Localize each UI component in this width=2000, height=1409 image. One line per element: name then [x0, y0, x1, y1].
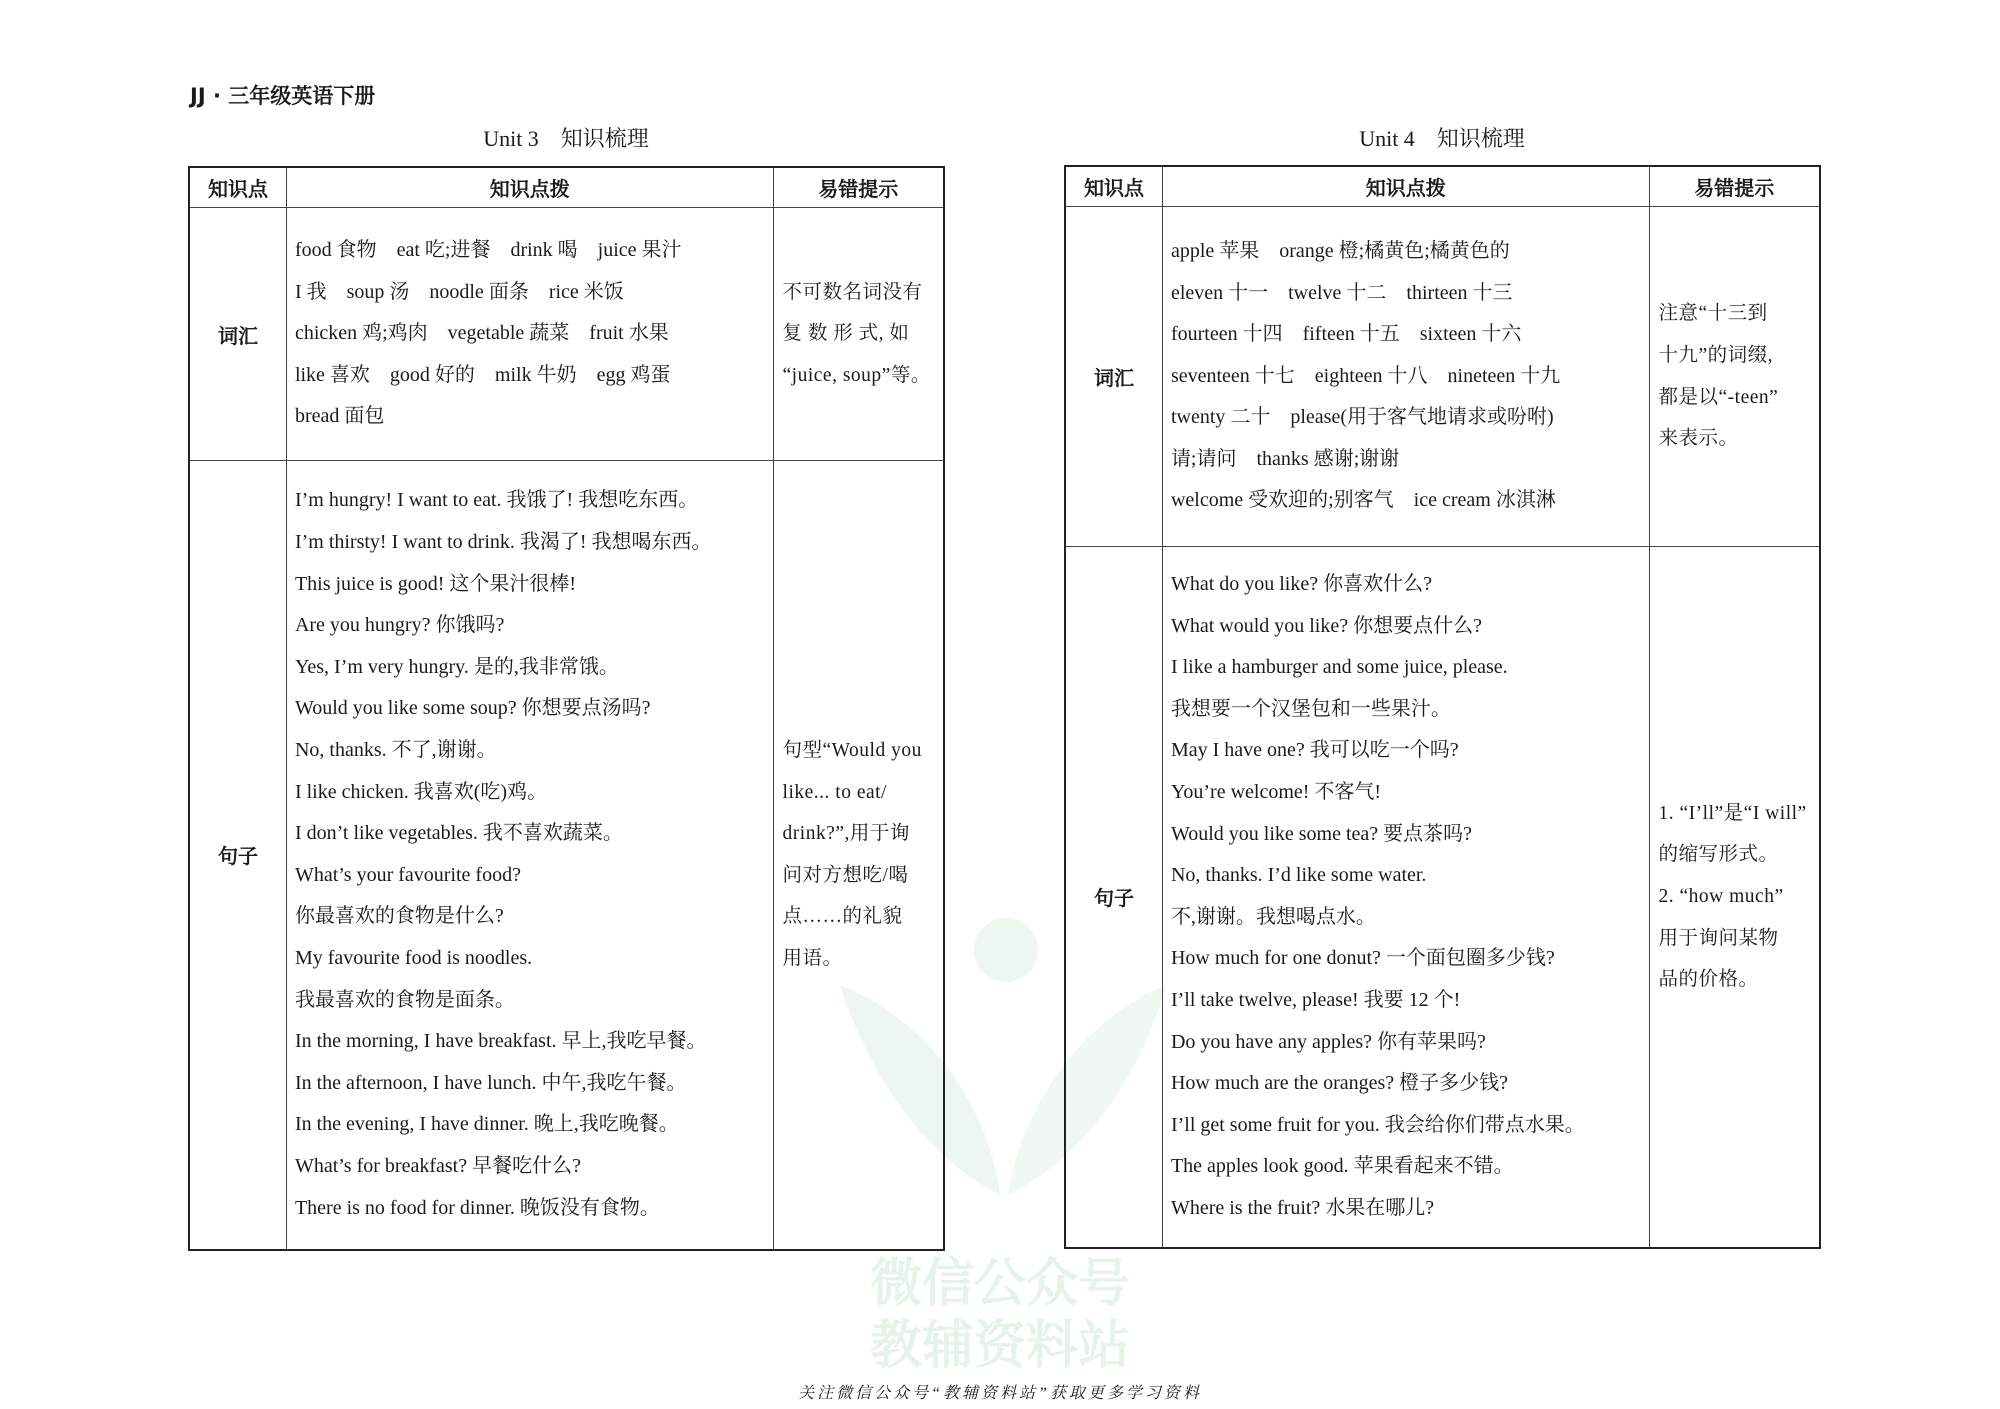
- knowledge-content: [1162, 547, 1649, 1248]
- content-line: My favourite food is noodles.: [294, 946, 533, 969]
- content-line: 你最喜欢的食物是什么?: [294, 905, 504, 928]
- content-line: Would you like some soup? 你想要点汤吗?: [294, 697, 651, 720]
- column-header: 易错提示: [773, 167, 944, 208]
- logo-circle: [974, 918, 1038, 982]
- tip-line: 问对方想吃/喝: [782, 864, 909, 886]
- content-line: 我最喜欢的食物是面条。: [294, 988, 515, 1011]
- tip-line: 的缩写形式。: [1658, 844, 1779, 866]
- book-title: JJ · 三年级英语下册: [190, 84, 376, 108]
- tip-line: 复 数 形 式, 如: [782, 323, 910, 345]
- error-tip: [1649, 207, 1820, 547]
- content-line: No, thanks. 不了,谢谢。: [294, 738, 497, 761]
- content-line: I like a hamburger and some juice, please.: [1170, 656, 1508, 679]
- content-line: I’ll get some fruit for you. 我会给你们带点水果。: [1170, 1113, 1585, 1136]
- content-line: like 喜欢 good 好的 milk 牛奶 egg 鸡蛋: [294, 363, 671, 386]
- content-line: I’ll take twelve, please! 我要 12 个!: [1170, 988, 1461, 1011]
- content-line: bread 面包: [294, 405, 385, 428]
- column-header: 知识点拨: [286, 167, 773, 208]
- row-label: 词汇: [189, 208, 286, 461]
- content-line: seventeen 十七 eighteen 十八 nineteen 十九: [1170, 364, 1561, 387]
- unit3-table: [188, 166, 945, 1251]
- footer-note: 关注微信公众号“教辅资料站”获取更多学习资料: [798, 1385, 1202, 1402]
- watermark-line2: 教辅资料站: [869, 1316, 1130, 1376]
- header-row: [1065, 166, 1820, 207]
- content-line: May I have one? 我可以吃一个吗?: [1170, 739, 1459, 762]
- content-line: You’re welcome! 不客气!: [1170, 780, 1382, 803]
- content-line: This juice is good! 这个果汁很棒!: [294, 572, 577, 595]
- sentences-row: [189, 461, 944, 1250]
- content-line: I’m thirsty! I want to drink. 我渴了! 我想喝东西。: [294, 531, 712, 553]
- tip-line: 十九”的词缀,: [1658, 344, 1774, 366]
- content-line: Are you hungry? 你饿吗?: [294, 614, 505, 637]
- column-header: 知识点: [189, 167, 286, 208]
- content-line: How much for one donut? 一个面包圈多少钱?: [1170, 947, 1555, 970]
- tip-line: 品的价格。: [1658, 969, 1759, 991]
- tip-line: 不可数名词没有: [782, 281, 923, 303]
- content-line: I’m hungry! I want to eat. 我饿了! 我想吃东西。: [294, 489, 699, 512]
- error-tip: [773, 461, 944, 1250]
- content-line: I don’t like vegetables. 我不喜欢蔬菜。: [294, 822, 623, 845]
- content-line: Would you like some tea? 要点茶吗?: [1170, 822, 1473, 845]
- content-line: I like chicken. 我喜欢(吃)鸡。: [294, 780, 548, 803]
- tip-line: 注意“十三到: [1658, 303, 1768, 325]
- content-line: No, thanks. I’d like some water.: [1170, 864, 1427, 887]
- content-line: eleven 十一 twelve 十二 thirteen 十三: [1170, 281, 1513, 304]
- tip-line: 1. “I’ll”是“I will”: [1658, 802, 1807, 824]
- content-line: 请;请问 thanks 感谢;谢谢: [1170, 447, 1400, 470]
- content-line: apple 苹果 orange 橙;橘黄色;橘黄色的: [1170, 239, 1510, 262]
- tip-line: 来表示。: [1658, 428, 1739, 450]
- content-line: 不,谢谢。我想喝点水。: [1170, 905, 1376, 928]
- content-line: welcome 受欢迎的;别客气 ice cream 冰淇淋: [1170, 489, 1556, 512]
- content-line: What’s for breakfast? 早餐吃什么?: [294, 1154, 581, 1177]
- row-label: 词汇: [1065, 207, 1162, 547]
- content-line: Do you have any apples? 你有苹果吗?: [1170, 1030, 1486, 1053]
- tip-line: like... to eat/: [782, 781, 887, 803]
- column-header: 易错提示: [1649, 166, 1820, 207]
- content-line: There is no food for dinner. 晚饭没有食物。: [294, 1196, 660, 1219]
- knowledge-content: [1162, 207, 1649, 547]
- content-line: chicken 鸡;鸡肉 vegetable 蔬菜 fruit 水果: [294, 322, 669, 345]
- header-row: [189, 167, 944, 208]
- content-line: What’s your favourite food?: [294, 863, 521, 886]
- content-line: The apples look good. 苹果看起来不错。: [1170, 1155, 1514, 1178]
- tip-line: 句型“Would you: [782, 739, 922, 761]
- content-line: What would you like? 你想要点什么?: [1170, 614, 1482, 637]
- tip-line: 2. “how much”: [1658, 885, 1784, 907]
- column-header: 知识点: [1065, 166, 1162, 207]
- content-line: Where is the fruit? 水果在哪儿?: [1170, 1196, 1435, 1219]
- content-line: What do you like? 你喜欢什么?: [1170, 573, 1432, 595]
- tip-line: drink?”,用于询: [782, 823, 910, 845]
- tip-line: 都是以“-teen”: [1658, 386, 1779, 408]
- content-line: twenty 二十 please(用于客气地请求或吩咐): [1170, 406, 1554, 429]
- vocabulary-row: [189, 208, 944, 461]
- content-line: In the evening, I have dinner. 晚上,我吃晚餐。: [294, 1113, 679, 1136]
- tip-line: 用于询问某物: [1658, 927, 1779, 949]
- content-line: How much are the oranges? 橙子多少钱?: [1170, 1072, 1509, 1095]
- vocabulary-row: [1065, 207, 1820, 547]
- content-line: Yes, I’m very hungry. 是的,我非常饿。: [294, 655, 619, 678]
- tip-line: 点……的礼貌: [782, 906, 903, 928]
- error-tip: [773, 208, 944, 461]
- unit3-title: Unit 3 知识梳理: [483, 126, 649, 151]
- knowledge-content: [286, 208, 773, 461]
- column-header: 知识点拨: [1162, 166, 1649, 207]
- tip-line: 用语。: [782, 947, 843, 969]
- content-line: I 我 soup 汤 noodle 面条 rice 米饭: [294, 280, 624, 303]
- content-line: food 食物 eat 吃;进餐 drink 喝 juice 果汁: [294, 239, 682, 262]
- content-line: 我想要一个汉堡包和一些果汁。: [1170, 697, 1451, 720]
- content-line: fourteen 十四 fifteen 十五 sixteen 十六: [1170, 323, 1522, 346]
- sentences-row: [1065, 547, 1820, 1248]
- tip-line: “juice, soup”等。: [782, 364, 931, 386]
- watermark-line1: 微信公众号: [869, 1254, 1130, 1314]
- content-line: In the morning, I have breakfast. 早上,我吃早餐。: [294, 1030, 707, 1053]
- unit4-table: [1064, 165, 1821, 1249]
- knowledge-content: [286, 461, 773, 1250]
- error-tip: [1649, 547, 1820, 1248]
- unit4-title: Unit 4 知识梳理: [1359, 126, 1525, 151]
- row-label: 句子: [1065, 547, 1162, 1248]
- row-label: 句子: [189, 461, 286, 1250]
- content-line: In the afternoon, I have lunch. 中午,我吃午餐。: [294, 1071, 687, 1094]
